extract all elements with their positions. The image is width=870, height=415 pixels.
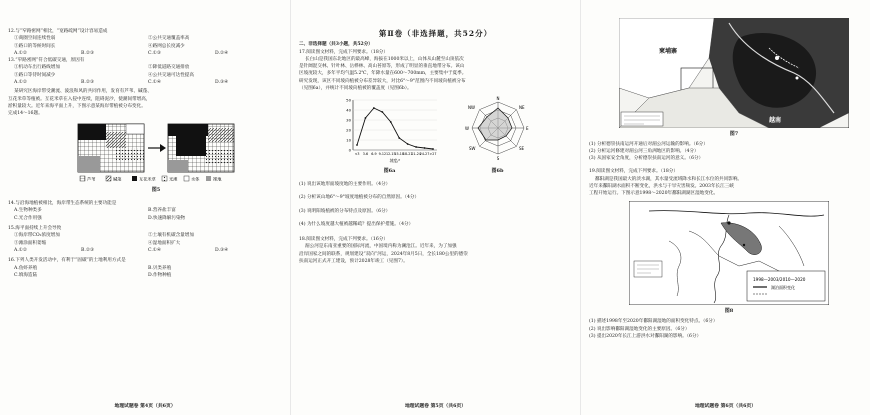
passage-line: 湄公河是东南亚重要的国际河流，中国境内称为澜沧江。近年来，为了加强 — [305, 244, 457, 250]
legend-label: 1998—2003/2010—2020 — [753, 276, 806, 282]
svg-text:N: N — [496, 96, 499, 102]
exam-page-5 — [290, 0, 580, 415]
question-19-items — [589, 318, 862, 340]
x-tick-label: 9-12 — [378, 152, 386, 157]
statement: ③路口的等候时间长 — [14, 43, 56, 49]
choice: A.①② — [14, 50, 28, 56]
question-stem: 12.与“窄路密网”相比，“宽路疏网”设计容易造成 — [8, 29, 108, 34]
svg-text:SE: SE — [518, 146, 524, 152]
passage-line: 近年来鄱阳湖水面积不断变化，洪水与干旱灾害频发。2003年长江三峡 — [589, 184, 734, 190]
data-point — [372, 107, 374, 109]
statement: ③滩涂面积萎缩 — [14, 240, 47, 246]
exam-page-4 — [0, 0, 290, 415]
legend-label: 互花米草 — [139, 176, 156, 182]
question-17-text — [299, 56, 572, 92]
statement: ②降低道路交通排放 — [148, 65, 190, 71]
choice: B.营养盐丰富 — [148, 208, 176, 214]
sub-question: (1) 说出该地形面坡度地的主要作用。（4分） — [299, 181, 391, 187]
data-point — [389, 121, 391, 123]
data-point — [364, 117, 366, 119]
legend-label: 裸地 — [213, 176, 222, 182]
figure-caption: 图6b — [491, 167, 504, 174]
svg-text:NW: NW — [467, 105, 475, 111]
passage-line: 长白山是我国东北地区的最高峰，海拔在1000米以上，山体从山麓至山顶依次 — [305, 56, 464, 62]
choice: D.②④ — [215, 50, 229, 56]
legend-label: 芦苇 — [87, 176, 96, 182]
figure-caption: 图7 — [729, 131, 739, 138]
choice: A.鱼虾养殖 — [14, 265, 38, 271]
question-18-text — [299, 243, 572, 265]
y-tick-label: 0 — [348, 147, 351, 153]
choice: A.生物种类多 — [14, 208, 42, 214]
x-tick-label: 15-18 — [393, 152, 404, 157]
choice: C.①③ — [148, 50, 162, 56]
question-14 — [8, 200, 282, 222]
question-18-items — [589, 141, 862, 163]
data-point — [423, 147, 425, 149]
transition-arrow — [148, 144, 166, 152]
legend-label: 碱蓬 — [113, 176, 122, 182]
poyang-lake-map — [629, 201, 829, 305]
data-point — [356, 144, 358, 146]
sub-question: (3) 从国家安全角度，分析德崇扶南运河的意义。（6分） — [589, 156, 704, 162]
page-footer: 地理试题卷 第4页（共6页） — [114, 402, 176, 409]
x-tick-label: 12-15 — [385, 152, 396, 157]
aspect-rose-diagram — [463, 96, 533, 164]
passage-line: 是针阔混交林、针叶林、岳桦林、高山苔原等，形成了明显的垂直地带分布。该山 — [299, 64, 465, 70]
section-subtitle: 二、非选择题（共3小题，共52分） — [299, 42, 373, 48]
statement: ①商圈空间连续性弱 — [14, 36, 56, 42]
question-12 — [8, 28, 282, 57]
y-tick-label: 30 — [345, 117, 351, 123]
sub-question: (1) 分析德崇扶南运河开通后对湄公河运输的影响。（6分） — [589, 141, 708, 147]
question-19-text — [589, 176, 862, 198]
choice: C.填海造陆 — [14, 272, 38, 278]
legend-label: 湖泊面积变化 — [771, 284, 795, 290]
choice: C.①④ — [148, 247, 162, 253]
data-point — [415, 146, 417, 148]
data-point — [406, 143, 408, 145]
legend-label: 水体 — [191, 176, 200, 182]
figure-6a — [339, 96, 441, 175]
statement: ④公共交通可达性提高 — [148, 72, 194, 78]
figure-6b — [463, 96, 533, 175]
question-17-head: 17.阅读图文材料，完成下列要求。（18分） — [299, 49, 388, 55]
y-tick-label: 10 — [345, 137, 351, 143]
legend-label: 光滩 — [169, 176, 178, 182]
sub-question: (2) 分析运河修建对湄公河三角洲地区的影响。（4分） — [589, 148, 699, 154]
figure-6 — [299, 96, 572, 175]
figure-legend — [80, 175, 222, 182]
passage-line: 研究发现，该区不同坡向植被分布差异较大，对比6°～9°范围内不同坡向植被分布 — [299, 78, 466, 84]
question-stem: 13.“窄路密网”符合低碳交通，原因有 — [8, 58, 85, 64]
x-tick-label: 18-21 — [402, 152, 412, 157]
y-tick-label: 50 — [345, 97, 351, 103]
passage-line: （见图6a），并统计不同坡向植被的覆盖度（见图6b）。 — [299, 86, 412, 92]
x-tick-label: >27 — [429, 152, 436, 157]
map-label: 越南 — [769, 117, 782, 124]
figure-caption: 图6a — [383, 167, 396, 174]
reading-passage — [8, 88, 282, 117]
data-point — [398, 137, 400, 139]
x-tick-label: 24-27 — [419, 152, 429, 157]
passage-line: 工程开始运行。下图示意1998～2020年鄱阳湖湖区湿地变化。 — [589, 191, 719, 197]
passage-line: 完成14～16题。 — [8, 111, 43, 117]
question-13 — [8, 57, 282, 86]
sub-question: (2) 分析该山地6°～9°坡度地植被分布的自然原因。（4分） — [299, 195, 420, 201]
figure-caption: 图5 — [151, 186, 161, 193]
choice: A.①② — [14, 247, 28, 253]
choice: A.①② — [14, 80, 28, 86]
question-stem: 15.海平面持续上升会导致 — [8, 226, 62, 232]
figure-8 — [629, 201, 829, 316]
mekong-map — [619, 18, 849, 128]
statement: ②公共交通覆盖率高 — [148, 36, 190, 42]
svg-text:W: W — [464, 126, 469, 132]
x-tick-label: 21-24 — [410, 152, 421, 157]
y-tick-label: 40 — [345, 107, 351, 113]
svg-text:NE: NE — [518, 105, 525, 111]
sub-question: (1) 描述1998年至2020年鄱阳湖湿地的面积变化特点。（6分） — [589, 319, 718, 325]
passage-line: 区坡度较大，多年平均气温5.2℃，年降水量在600～700mm，主要集中于夏季。 — [299, 71, 467, 77]
vegetation-diagram — [76, 122, 236, 184]
choice: D.③④ — [215, 80, 229, 86]
svg-text:E: E — [525, 126, 529, 132]
question-stem: 16.下列人类开发活动中，有利于“固碳”的土地利用方式是 — [8, 258, 126, 264]
choice: D.作物种植 — [148, 272, 172, 278]
passage-line: 互花米草等植被。互花米草在入侵中连续，阻碍泥沙，使潮间带增高， — [8, 96, 151, 102]
passage-line: 淤积量较大。近年来海平面上升，下图示意某海岸带植被分布变化。 — [8, 103, 146, 109]
figure-7 — [619, 18, 849, 139]
choice: B.②③ — [81, 50, 95, 56]
figure-5 — [76, 122, 236, 195]
question-19-head: 19.阅读图文材料，完成下列要求。（18分） — [589, 169, 678, 175]
x-axis-label: 坡度/° — [389, 158, 400, 164]
statement: ②土壤有机碳含量增加 — [148, 233, 194, 239]
figure-caption: 图8 — [724, 307, 734, 314]
data-point — [381, 111, 383, 113]
statement: ①机动车出行路线增加 — [14, 65, 60, 71]
choice: C.①④ — [148, 80, 162, 86]
page-footer: 地理试题卷 第5页（共6页） — [404, 402, 467, 409]
choice: B.②③ — [81, 247, 95, 253]
statement: ④路网总长度减少 — [148, 43, 185, 49]
data-point — [432, 148, 434, 150]
question-stem: 14.与沿海地植被相比，海岸带生态系统的主要功能是 — [8, 201, 117, 207]
sub-question: (4) 为什么坡度越大植被越稀疏？提出保护措施。（4分） — [299, 221, 414, 227]
choice: B.②③ — [81, 80, 95, 86]
statement: ④湿地面积扩大 — [148, 240, 181, 246]
left-panel — [78, 124, 144, 172]
y-tick-label: 20 — [345, 127, 351, 133]
page-footer: 地理试题卷 第6页（共6页） — [694, 402, 757, 409]
choice: D.快速降解污染物 — [148, 215, 186, 221]
section-title: 第Ⅱ卷（非选择题，共52分） — [378, 29, 493, 38]
svg-text:SW: SW — [468, 146, 475, 152]
right-panel — [168, 124, 234, 172]
choice: C.光合作用强 — [14, 215, 42, 221]
map-label: 柬埔寨 — [659, 48, 678, 55]
question-17-items — [299, 181, 572, 228]
x-tick-label: 3-6 — [362, 152, 368, 157]
series-line — [357, 108, 433, 149]
choice: D.③④ — [215, 247, 229, 253]
sub-question: (2) 说出影响鄱阳湖湿地变化的主要原因。（6分） — [589, 326, 690, 332]
passage-line: 某研究区海岸带受潮流、波浪和风的共同作用，发育有芦苇、碱蓬、 — [14, 89, 152, 95]
question-18-head: 18.阅读图文材料，完成下列要求。（16分） — [299, 237, 388, 243]
statement: ③路口等待时间减少 — [14, 72, 56, 78]
slope-line-chart — [339, 96, 441, 164]
exam-page-6 — [580, 0, 870, 415]
x-tick-label: <3 — [354, 152, 359, 157]
sub-question: (3) 说明阳坡植被的分布特点及原因。（6分） — [299, 208, 391, 214]
passage-line: 沿岸国家之间的联系，规划建设“双向”河运，2024年8月5日，全长180公里的德崇 — [299, 251, 468, 257]
x-tick-label: 6-9 — [370, 152, 377, 157]
passage-line: 扶南运河正式开工建设，预计2028年竣工（见图7）。 — [299, 259, 408, 265]
passage-line: 鄱阳湖是我国最大的淡水湖，其水量受流域降水和长江水位的共同影响。 — [595, 176, 743, 182]
statement: ①海岸带CO₂浓度增加 — [14, 233, 60, 239]
sub-question: (3) 提出2020年长江上游洪水对鄱阳湖的影响。（6分） — [589, 333, 702, 339]
choice: B.贝类养殖 — [148, 265, 172, 271]
question-15 — [8, 225, 282, 254]
svg-text:S: S — [496, 156, 499, 162]
question-16 — [8, 257, 282, 279]
